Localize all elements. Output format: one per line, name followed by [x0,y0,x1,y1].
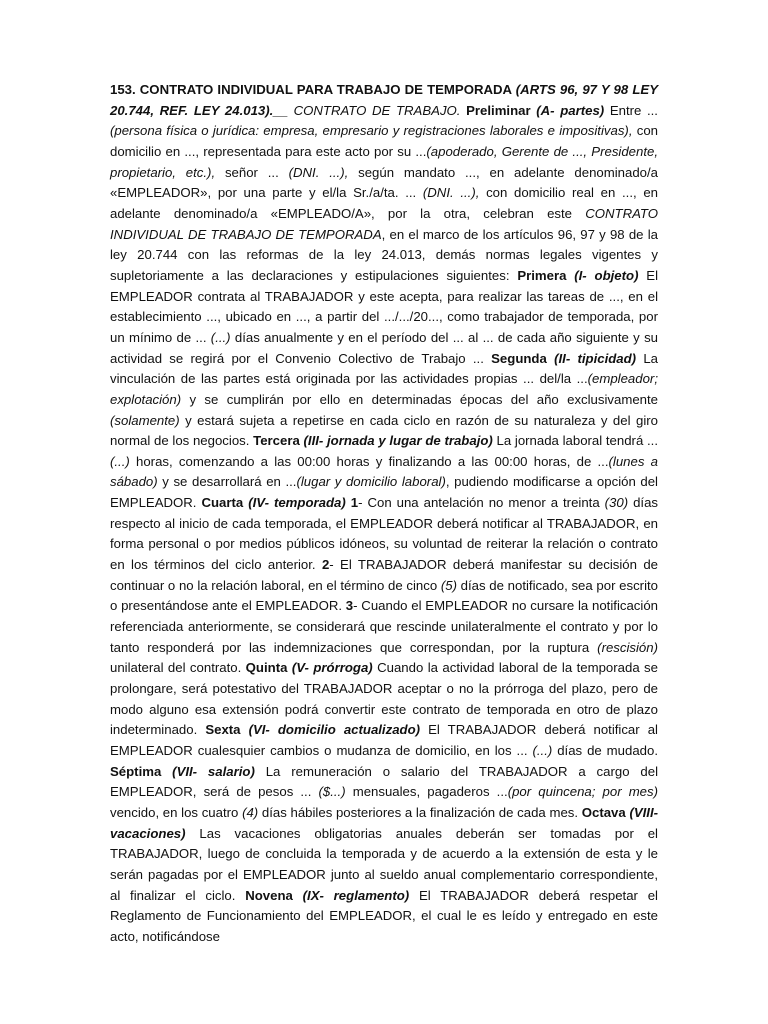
text-run: , en el marco de los artículos 96, 97 y 98 de la ley 20.744 con las reformas de la ley 24.013, demás normas legales vigentes y supletoriamente a las declaraciones y estipulaciones siguientes: [110,226,658,283]
text-run: - El TRABAJADOR deberá manifestar su decisión de continuar o no la relación laboral, en el término de cinco [110,557,658,593]
clause-heading-run: (V- prórroga) [291,660,373,676]
italic-text-run: (30) [604,495,629,511]
text-run: días hábiles posteriores a la finalización de cada mes. [258,804,582,820]
italic-text-run: (...) [532,743,553,758]
text-run: señor ... [215,164,289,180]
bold-text-run: Quinta [245,660,288,676]
text-run [547,351,554,366]
text-run: unilateral del contrato. [110,660,246,676]
italic-text-run: (...) [110,453,130,469]
clause-heading-run: (A- partes) [536,102,605,118]
italic-text-run: (lugar y domicilio laboral) [296,474,446,490]
text-run [161,764,172,779]
text-run: Entre ... [604,102,658,118]
text-run: La jornada laboral tendrá ... [492,433,658,449]
text-run: vencido, en los cuatro [110,804,243,820]
text-run: El EMPLEADOR contrata al TRABAJADOR y este acepta, para realizar las tareas de ..., en el establecimiento ..., ubicado en ..., a partir del .../.../20..., como trabajador de temporada, por un mínimo de ... [110,267,659,345]
italic-text-run: (por quincena; por mes) [507,784,659,800]
text-run: La vinculación de las partes está originada por las actividades propias ... del/la ... [110,350,658,387]
clause-heading-run: (VIII- vacaciones) [110,804,659,841]
bold-text-run: Octava [581,804,626,820]
text-run: - Cuando el EMPLEADOR no cursare la notificación referenciada anteriormente, se considerará que rescinde unilateralmente el contrato y por lo tanto responderá por las indemnizaciones que correspondan, por la ruptura [110,598,658,655]
text-run: El TRABAJADOR deberá notificar al EMPLEADOR cualesquier cambios o mudanza de domicilio, en los ... [110,722,658,758]
text-run: Las vacaciones obligatorias anuales deberán ser tomadas por el TRABAJADOR, luego de concluida la temporada y de acuerdo a la extensión de esta y le serán pagadas por el EMPLEADOR junto al sueldo anual complementario correspondiente, al finalizar el ciclo. [110,825,658,903]
italic-text-run: (4) [242,804,259,820]
clause-heading-run: (VII- salario) [172,763,255,779]
text-run: El TRABAJADOR deberá respetar el Reglamento de Funcionamiento del EMPLEADOR, el cual le es leído y entregado en este acto, notificándose [110,887,658,944]
text-run [293,888,303,903]
clause-heading-run: (IX- reglamento) [302,887,410,903]
text-run: mensuales, pagaderos ... [345,784,508,800]
bold-text-run: 1 [350,495,359,511]
clause-heading-run: (IV- temporada) [248,495,346,511]
italic-text-run: (...) [210,329,231,345]
text-run: Cuando la actividad laboral de la temporada se prolongare, será potestativo del TRABAJADOR aceptar o no la prórroga del plazo, pero de modo alguno esa extensión podrá convertir este contrato de temporada en otro de plazo indeterminado. [110,660,658,738]
text-run: - Con una antelación no menor a treinta [358,495,605,511]
bold-text-run: Novena [245,887,293,903]
document-page [110,80,658,948]
bold-text-run: Tercera [253,433,300,449]
bold-text-run: Segunda [491,350,547,366]
bold-text-run: 2 [321,557,330,573]
italic-text-run: (DNI. ...), [422,185,480,201]
text-run [241,722,249,737]
bold-text-run: Preliminar [466,102,531,118]
text-run: con domicilio real en ..., en adelante denominado/a «EMPLEADO/A», por la otra, celebran este [110,185,658,221]
italic-text-run: CONTRATO INDIVIDUAL DE TRABAJO DE TEMPORADA [110,205,658,242]
italic-text-run: (DNI. ...), [288,164,349,180]
italic-text-run: (persona física o jurídica: empresa, empresario y registraciones laborales e impositivas), [110,123,633,139]
clause-heading-run: (I- objeto) [574,267,639,283]
bold-text-run: Séptima [110,763,162,779]
italic-text-run: (rescisión) [597,639,658,655]
clause-heading-run: (III- jornada y lugar de trabajo) [303,433,493,449]
text-run: días de notificado, sea por escrito o presentándose ante el EMPLEADOR. [110,577,658,614]
text-run: y se cumplirán por ello en determinadas épocas del año exclusivamente [181,391,658,407]
text-run: según mandato ..., en adelante denominado/a «EMPLEADOR», por una parte y el/la Sr./a/ta. ... [110,164,659,201]
bold-text-run: Primera [517,267,567,283]
text-run: , pudiendo modificarse a opción del EMPLEADOR. [110,474,658,511]
text-run: y se desarrollará en ... [157,474,297,490]
bold-text-run: 3 [345,598,354,614]
contract-paragraph [110,80,658,948]
text-run: días de mudado. [552,743,658,758]
text-run: horas, comenzando a las 00:00 horas y finalizando a las 00:00 horas, de ... [129,453,609,469]
text-run: días respecto al inicio de cada temporada, el EMPLEADOR deberá notificar al TRABAJADOR, en forma personal o por medios públicos idóneos, su voluntad de reiterar la relación o contrato en los términos del ciclo anterior. [110,495,658,573]
italic-text-run: (apoderado, Gerente de ..., Presidente, propietario, etc.), [110,143,659,180]
bold-text-run: Sexta [205,722,241,738]
italic-text-run: (lunes a sábado) [110,453,658,490]
text-run: con domicilio en ..., representada para este acto por su ... [110,123,658,159]
text-run: días anualmente y en el período del ... al ... de cada año siguiente y su actividad se regirá por el Convenio Colectivo de Trabajo ... [110,329,658,366]
bold-text-run: 153. CONTRATO INDIVIDUAL PARA TRABAJO DE TEMPORADA [110,82,516,97]
italic-text-run: ($...) [318,784,346,800]
clause-heading-run: (II- tipicidad) [554,350,637,366]
italic-text-run: (5) [440,577,457,593]
italic-text-run: (empleador; explotación) [110,371,658,407]
text-run: La remuneración o salario del TRABAJADOR a cargo del EMPLEADOR, será de pesos ... [110,763,658,800]
italic-text-run: CONTRATO DE TRABAJO. [293,102,461,118]
italic-text-run: (solamente) [110,412,180,428]
text-run: y estará sujeta a repetirse en cada ciclo en razón de su naturaleza y del giro normal de los negocios. [110,412,658,449]
clause-heading-run: (ARTS 96, 97 Y 98 LEY 20.744, REF. LEY 24.013).__ [110,82,658,118]
clause-heading-run: (VI- domicilio actualizado) [248,722,421,738]
bold-text-run: Cuarta [201,495,244,511]
